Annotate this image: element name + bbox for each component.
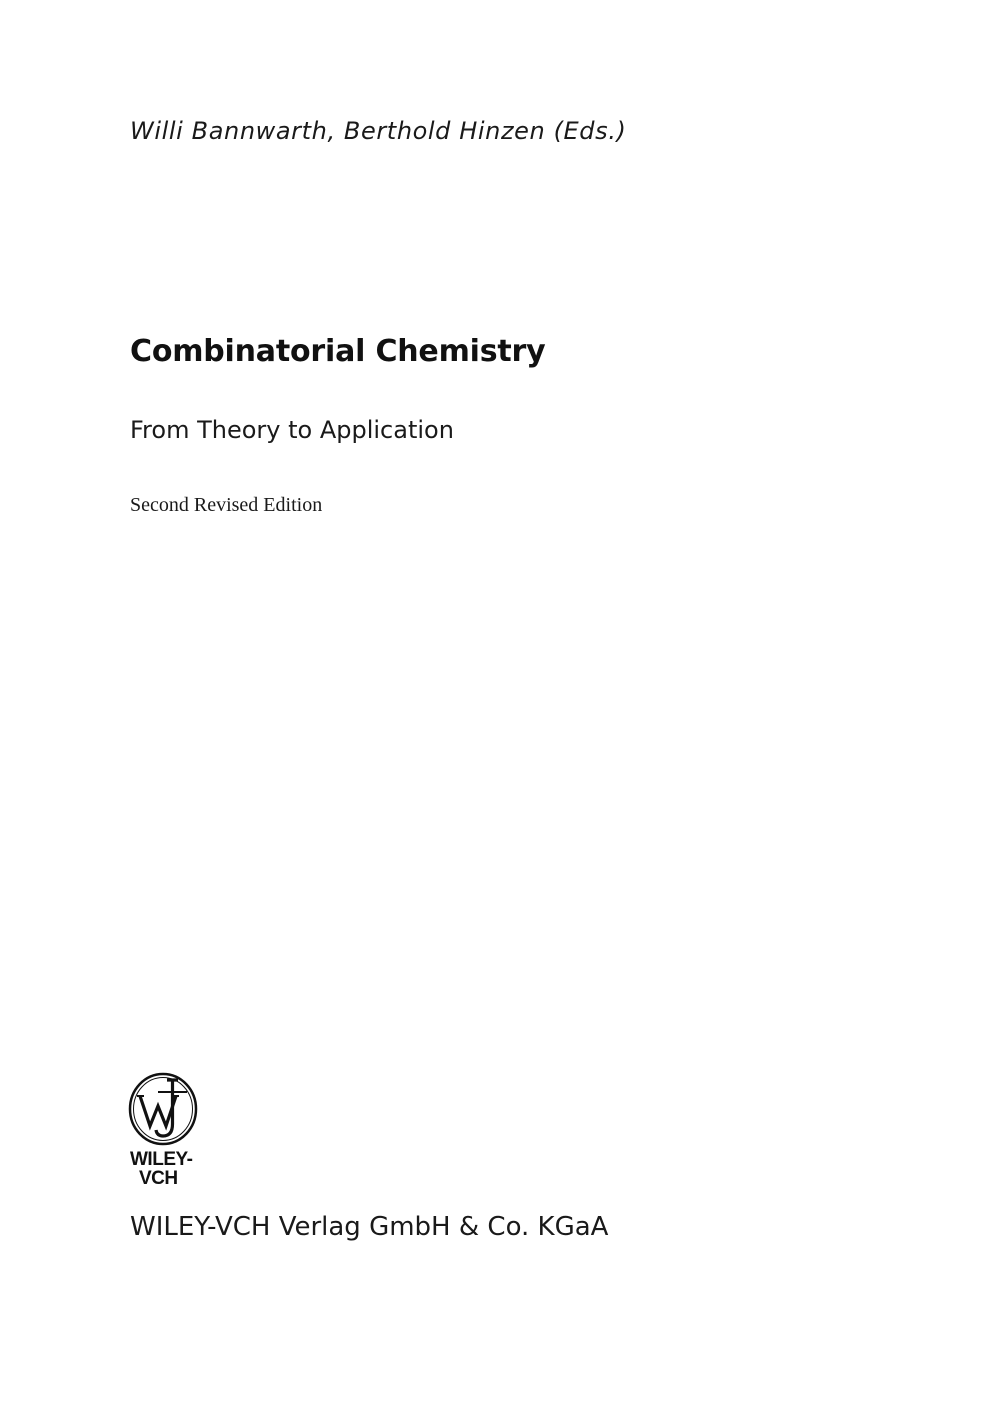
publisher-line: WILEY-VCH Verlag GmbH & Co. KGaA [130,1212,609,1242]
wiley-seal-icon [128,1072,208,1148]
wordmark-line-1: WILEY- [130,1149,193,1170]
book-title: Combinatorial Chemistry [130,334,546,369]
editors-line: Willi Bannwarth, Berthold Hinzen (Eds.) [130,117,627,145]
book-subtitle: From Theory to Application [130,416,454,444]
wiley-vch-logo [128,1072,208,1202]
edition-line: Second Revised Edition [130,494,323,516]
wiley-vch-wordmark [130,1150,192,1188]
wordmark-line-2: VCH [139,1168,178,1189]
